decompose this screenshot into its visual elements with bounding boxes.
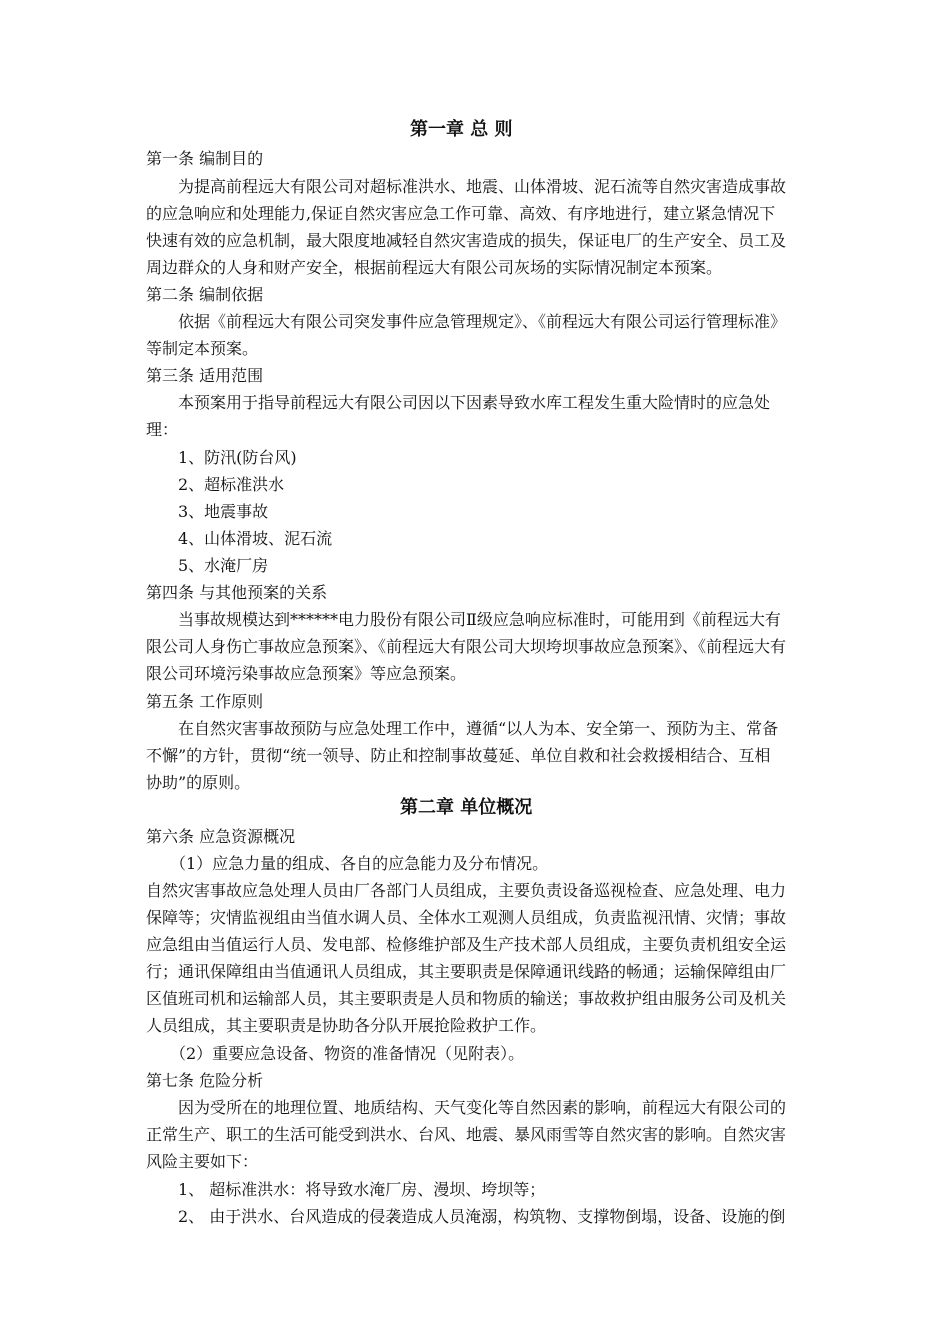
list-item: 3、地震事故 xyxy=(178,502,269,521)
article-1-text-line: 周边群众的人身和财产安全，根据前程远大有限公司灰场的实际情况制定本预案。 xyxy=(146,258,723,277)
article-7-text-line: 正常生产、职工的生活可能受到洪水、台风、地震、暴风雨雪等自然灾害的影响。自然灾害 xyxy=(146,1125,787,1144)
article-1-text-line: 的应急响应和处理能力,保证自然灾害应急工作可靠、高效、有序地进行，建立紧急情况下 xyxy=(146,204,776,223)
article-6-subheading: （1）应急力量的组成、各自的应急能力及分布情况。 xyxy=(170,854,549,873)
article-2-heading: 第二条 编制依据 xyxy=(146,285,264,304)
article-6-subheading: （2）重要应急设备、物资的准备情况（见附表）。 xyxy=(170,1044,525,1063)
article-2-text-line: 等制定本预案。 xyxy=(146,339,259,358)
article-4-text-line: 限公司环境污染事故应急预案》等应急预案。 xyxy=(146,664,467,683)
list-item: 4、山体滑坡、泥石流 xyxy=(178,529,333,548)
article-1-text-line: 快速有效的应急机制，最大限度地减轻自然灾害造成的损失，保证电厂的生产安全、员工及 xyxy=(146,231,787,250)
article-6-text-line: 自然灾害事故应急处理人员由厂各部门人员组成，主要负责设备巡视检查、应急处理、电力 xyxy=(146,881,787,900)
list-item: 2、 由于洪水、台风造成的侵袭造成人员淹溺，构筑物、支撑物倒塌，设备、设施的倒 xyxy=(178,1207,786,1226)
article-3-text-line: 理： xyxy=(146,420,179,439)
article-6-text-line: 保障等；灾情监视组由当值水调人员、全体水工观测人员组成，负责监视汛情、灾情；事故 xyxy=(146,908,787,927)
article-4-text-line: 当事故规模达到******电力股份有限公司Ⅱ级应急响应标准时，可能用到《前程远大有 xyxy=(178,610,781,629)
article-6-text-line: 应急组由当值运行人员、发电部、检修维护部及生产技术部人员组成，主要负责机组安全运 xyxy=(146,935,787,954)
chapter-2-title: 第二章 单位概况 xyxy=(400,797,533,818)
chapter-1-title: 第一章 总 则 xyxy=(410,119,513,140)
article-2-text-line: 依据《前程远大有限公司突发事件应急管理规定》、《前程远大有限公司运行管理标准》 xyxy=(178,312,787,331)
article-7-text-line: 风险主要如下： xyxy=(146,1152,259,1171)
list-item: 2、超标准洪水 xyxy=(178,475,285,494)
list-item: 1、 超标准洪水：将导致水淹厂房、漫坝、垮坝等； xyxy=(178,1180,546,1199)
article-1-heading: 第一条 编制目的 xyxy=(146,149,264,168)
article-5-text-line: 在自然灾害事故预防与应急处理工作中，遵循“以人为本、安全第一、预防为主、常备 xyxy=(178,719,779,738)
list-item: 1、防汛(防台风) xyxy=(178,448,297,467)
article-6-text-line: 区值班司机和运输部人员，其主要职责是人员和物质的输送；事故救护组由服务公司及机关 xyxy=(146,989,787,1008)
article-6-heading: 第六条 应急资源概况 xyxy=(146,827,296,846)
article-4-text-line: 限公司人身伤亡事故应急预案》、《前程远大有限公司大坝垮坝事故应急预案》、《前程远大有 xyxy=(146,637,787,656)
article-5-heading: 第五条 工作原则 xyxy=(146,692,264,711)
article-6-text-line: 行；通讯保障组由当值通讯人员组成，其主要职责是保障通讯线路的畅通；运输保障组由厂 xyxy=(146,962,787,981)
article-6-text-line: 人员组成，其主要职责是协助各分队开展抢险救护工作。 xyxy=(146,1016,547,1035)
article-3-text-line: 本预案用于指导前程远大有限公司因以下因素导致水库工程发生重大险情时的应急处 xyxy=(178,393,771,412)
article-5-text-line: 协助”的原则。 xyxy=(146,773,251,792)
article-7-text-line: 因为受所在的地理位置、地质结构、天气变化等自然因素的影响，前程远大有限公司的 xyxy=(178,1098,787,1117)
article-4-heading: 第四条 与其他预案的关系 xyxy=(146,583,328,602)
article-3-heading: 第三条 适用范围 xyxy=(146,366,264,385)
article-7-heading: 第七条 危险分析 xyxy=(146,1071,264,1090)
article-5-text-line: 不懈”的方针，贯彻“统一领导、防止和控制事故蔓延、单位自救和社会救援相结合、互相 xyxy=(146,746,771,765)
article-1-text-line: 为提高前程远大有限公司对超标准洪水、地震、山体滑坡、泥石流等自然灾害造成事故 xyxy=(178,177,787,196)
list-item: 5、水淹厂房 xyxy=(178,556,269,575)
